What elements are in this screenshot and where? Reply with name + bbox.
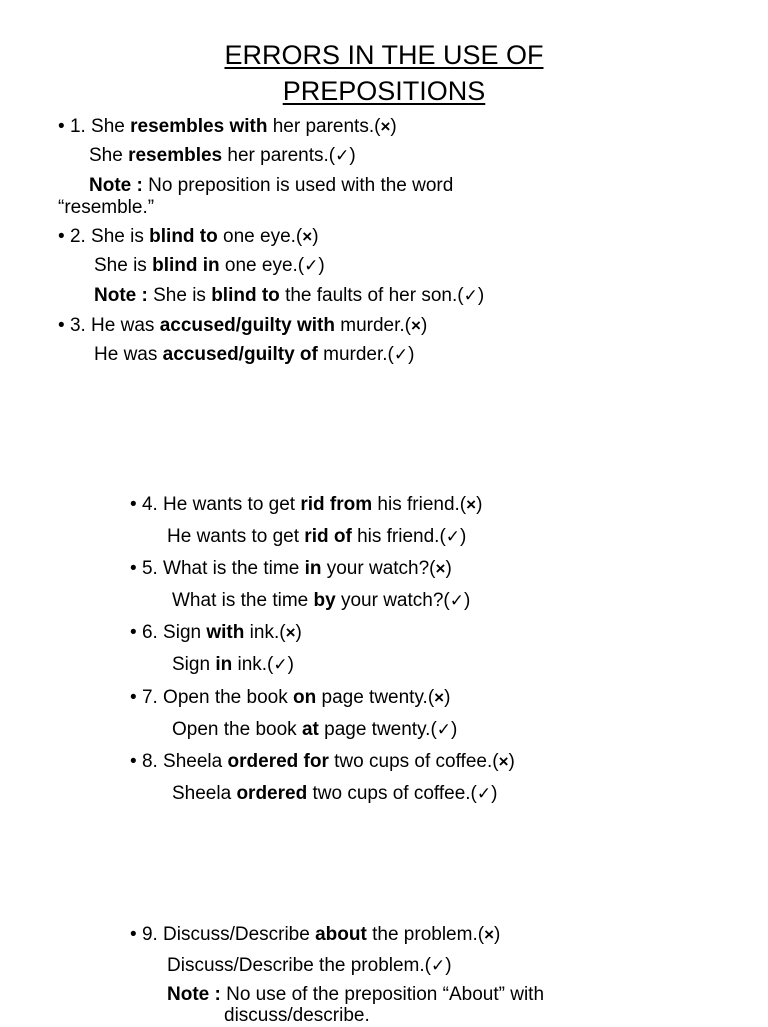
page-title xyxy=(0,37,768,109)
check-icon: ✓ xyxy=(463,286,478,305)
check-icon: ✓ xyxy=(335,146,350,165)
item-1-note-cont: “resemble.” xyxy=(58,197,155,218)
check-icon: ✓ xyxy=(436,720,452,739)
item-8-incorrect: • 8. Sheela ordered for two cups of coffee.(×) xyxy=(130,751,515,772)
item-9-note: Note : No use of the preposition “About” with xyxy=(167,984,545,1005)
check-icon: ✓ xyxy=(430,956,446,975)
check-icon: ✓ xyxy=(476,784,492,803)
item-6-incorrect: • 6. Sign with ink.(×) xyxy=(130,622,302,643)
title-line-1: ERRORS IN THE USE OF xyxy=(224,40,544,70)
cross-icon: × xyxy=(484,925,494,944)
cross-icon: × xyxy=(411,316,421,335)
check-icon: ✓ xyxy=(304,256,319,275)
item-4-correct: He wants to get rid of his friend.(✓) xyxy=(167,526,467,547)
cross-icon: × xyxy=(498,752,509,771)
item-1-note: Note : No preposition is used with the word xyxy=(89,175,454,196)
item-4-incorrect: • 4. He wants to get rid from his friend.(×) xyxy=(130,494,483,515)
title-line-2: PREPOSITIONS xyxy=(282,76,486,106)
cross-icon: × xyxy=(435,559,446,578)
item-5-incorrect: • 5. What is the time in your watch?(×) xyxy=(130,558,452,579)
check-icon: ✓ xyxy=(445,527,461,546)
item-7-correct: Open the book at page twenty.(✓) xyxy=(172,719,458,740)
cross-icon: × xyxy=(380,117,391,136)
cross-icon: × xyxy=(285,623,296,642)
cross-icon: × xyxy=(302,227,313,246)
item-8-correct: Sheela ordered two cups of coffee.(✓) xyxy=(172,783,498,804)
item-9-correct: Discuss/Describe the problem.(✓) xyxy=(167,955,452,976)
item-5-correct: What is the time by your watch?(✓) xyxy=(172,590,471,611)
item-9-note-cont: discuss/describe. xyxy=(224,1005,370,1026)
check-icon: ✓ xyxy=(449,591,464,610)
item-1-correct: She resembles her parents.(✓) xyxy=(89,145,356,166)
item-7-incorrect: • 7. Open the book on page twenty.(×) xyxy=(130,687,451,708)
item-9-incorrect: • 9. Discuss/Describe about the problem.(×) xyxy=(130,924,501,945)
cross-icon: × xyxy=(466,495,477,514)
check-icon: ✓ xyxy=(393,345,409,364)
item-1-incorrect: • 1. She resembles with her parents.(×) xyxy=(58,116,397,137)
item-6-correct: Sign in ink.(✓) xyxy=(172,654,294,675)
item-2-note: Note : She is blind to the faults of her son.(✓) xyxy=(94,285,485,306)
cross-icon: × xyxy=(434,688,445,707)
item-3-incorrect: • 3. He was accused/guilty with murder.(×) xyxy=(58,315,428,336)
item-3-correct: He was accused/guilty of murder.(✓) xyxy=(94,344,415,365)
item-2-incorrect: • 2. She is blind to one eye.(×) xyxy=(58,226,319,247)
item-2-correct: She is blind in one eye.(✓) xyxy=(94,255,325,276)
check-icon: ✓ xyxy=(273,655,288,674)
